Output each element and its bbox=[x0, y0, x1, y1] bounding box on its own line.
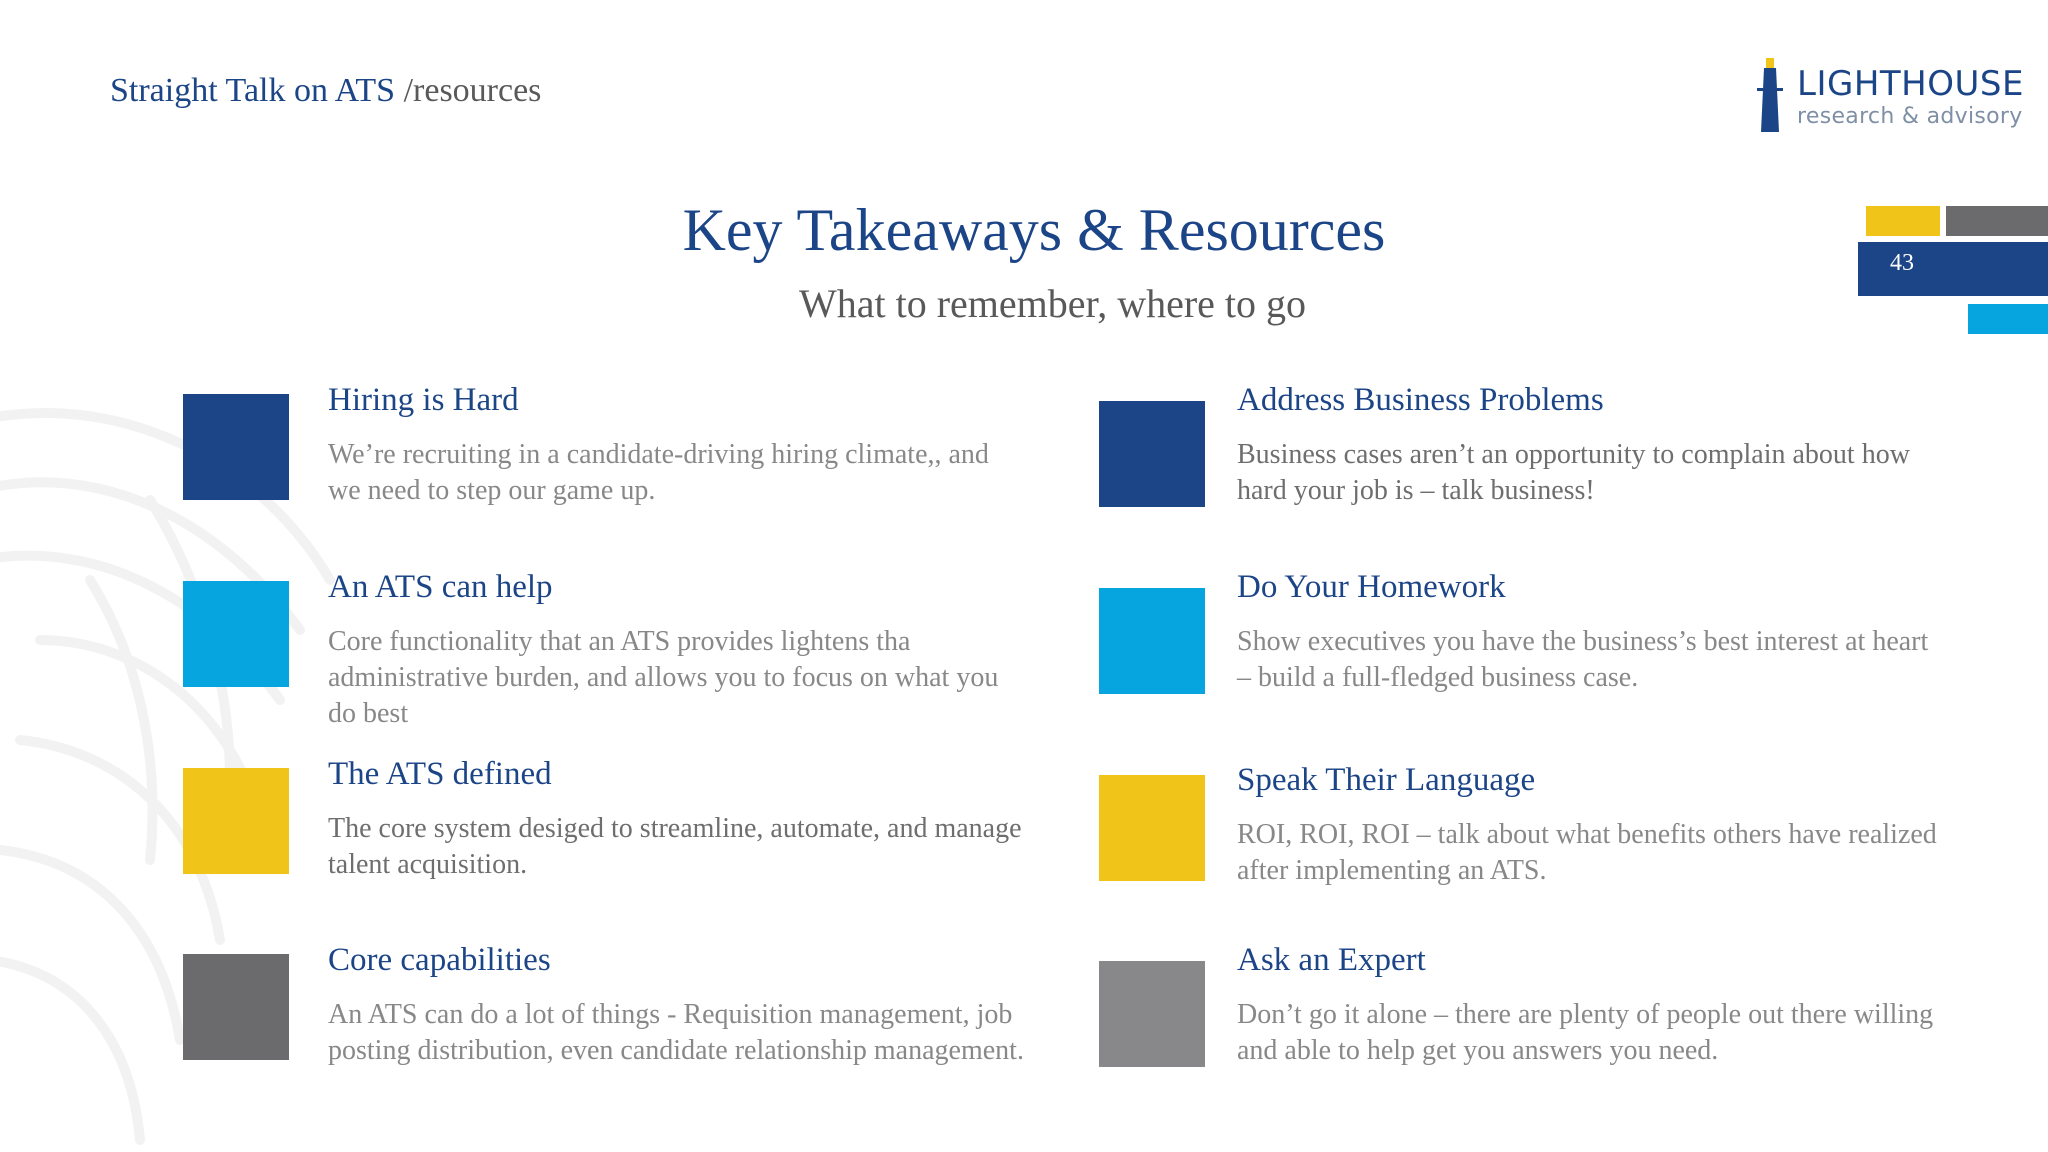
item-title: Speak Their Language bbox=[1237, 762, 1536, 798]
square-yellow-icon bbox=[183, 768, 289, 874]
item-title: Do Your Homework bbox=[1237, 569, 1506, 605]
item-description: ROI, ROI, ROI – talk about what benefits others have realized after implementing an ATS. bbox=[1237, 819, 1937, 886]
square-cyan-icon bbox=[183, 581, 289, 687]
logo-tagline: research & advisory bbox=[1797, 104, 2023, 129]
item-title: An ATS can help bbox=[328, 569, 553, 605]
item-title: Core capabilities bbox=[328, 942, 551, 978]
item-title: The ATS defined bbox=[328, 756, 552, 792]
item-description: We’re recruiting in a candidate-driving hiring climate,, and we need to step our game up. bbox=[328, 439, 989, 506]
square-gray-icon bbox=[183, 954, 289, 1060]
item-description: The core system desiged to streamline, automate, and manage talent acquisition. bbox=[328, 813, 1022, 880]
logo-name: LIGHTHOUSE bbox=[1797, 64, 2024, 104]
square-navy-icon bbox=[183, 394, 289, 500]
item-title: Hiring is Hard bbox=[328, 382, 519, 418]
item-description: Don’t go it alone – there are plenty of people out there willing and able to help get you answers you need. bbox=[1237, 999, 1934, 1066]
item-description: An ATS can do a lot of things - Requisition management, job posting distribution, even candidate relationship management. bbox=[328, 999, 1024, 1066]
page-subtitle: What to remember, where to go bbox=[798, 281, 1307, 326]
item-description: Core functionality that an ATS provides lightens tha administrative burden, and allows you to focus on what you do best bbox=[328, 626, 999, 729]
item-title: Address Business Problems bbox=[1237, 382, 1604, 418]
header-path: /resources bbox=[395, 72, 542, 109]
square-cyan-icon bbox=[1099, 588, 1205, 694]
page-number: 43 bbox=[1890, 250, 1914, 276]
square-navy-icon bbox=[1099, 401, 1205, 507]
item-description: Show executives you have the business’s best interest at heart – build a full-fledged business case. bbox=[1237, 626, 1929, 693]
item-description: Business cases aren’t an opportunity to complain about how hard your job is – talk business! bbox=[1237, 439, 1910, 506]
lighthouse-icon bbox=[1755, 58, 1785, 132]
header-title bbox=[110, 72, 541, 110]
square-yellow-icon bbox=[1099, 775, 1205, 881]
item-title: Ask an Expert bbox=[1237, 942, 1426, 978]
header-title-text: Straight Talk on ATS bbox=[110, 72, 396, 109]
lighthouse-logo bbox=[1755, 58, 2025, 138]
square-gray-icon bbox=[1099, 961, 1205, 1067]
page-title: Key Takeaways & Resources bbox=[682, 197, 1386, 263]
